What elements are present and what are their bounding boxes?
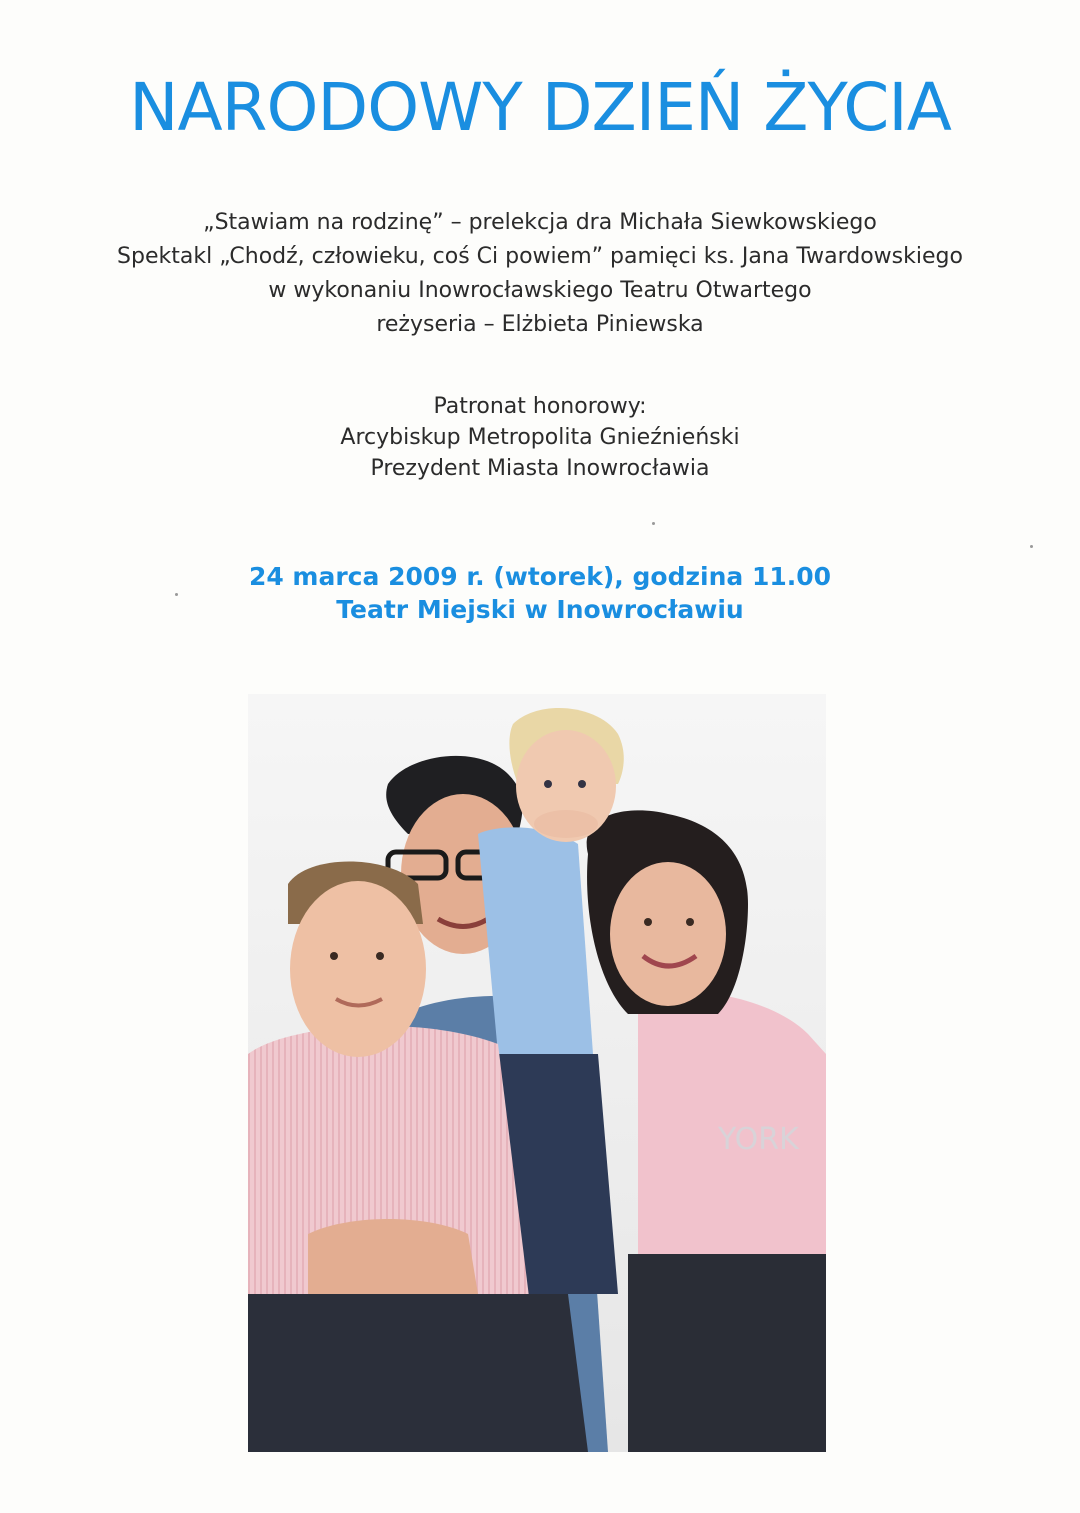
performance-line: Spektakl „Chodź, człowieku, coś Ci powiem” pamięci ks. Jana Twardowskiego: [117, 244, 963, 269]
event-details: [0, 560, 1080, 626]
paper-speck: [175, 593, 178, 596]
lecture-line: „Stawiam na rodzinę” – prelekcja dra Michała Siewkowskiego: [203, 210, 877, 235]
performer-line: w wykonaniu Inowrocławskiego Teatru Otwartego: [268, 278, 812, 303]
event-place: Teatr Miejski w Inowrocławiu: [336, 595, 744, 624]
shirt-print: YORK: [718, 1122, 799, 1157]
family-photo-illustration: [248, 694, 826, 1452]
poster-title: NARODOWY DZIEŃ ŻYCIA: [129, 69, 951, 146]
family-photo: [248, 694, 826, 1452]
honorary-patronage: [0, 391, 1080, 484]
patron-archbishop: Arcybiskup Metropolita Gnieźnieński: [340, 425, 740, 450]
paper-speck: [652, 522, 655, 525]
program-info: [0, 206, 1080, 342]
director-line: reżyseria – Elżbieta Piniewska: [376, 312, 704, 337]
patron-heading: Patronat honorowy:: [433, 394, 647, 419]
patron-mayor: Prezydent Miasta Inowrocławia: [370, 456, 710, 481]
event-date: 24 marca 2009 r. (wtorek), godzina 11.00: [248, 562, 832, 591]
paper-speck: [1030, 545, 1033, 548]
